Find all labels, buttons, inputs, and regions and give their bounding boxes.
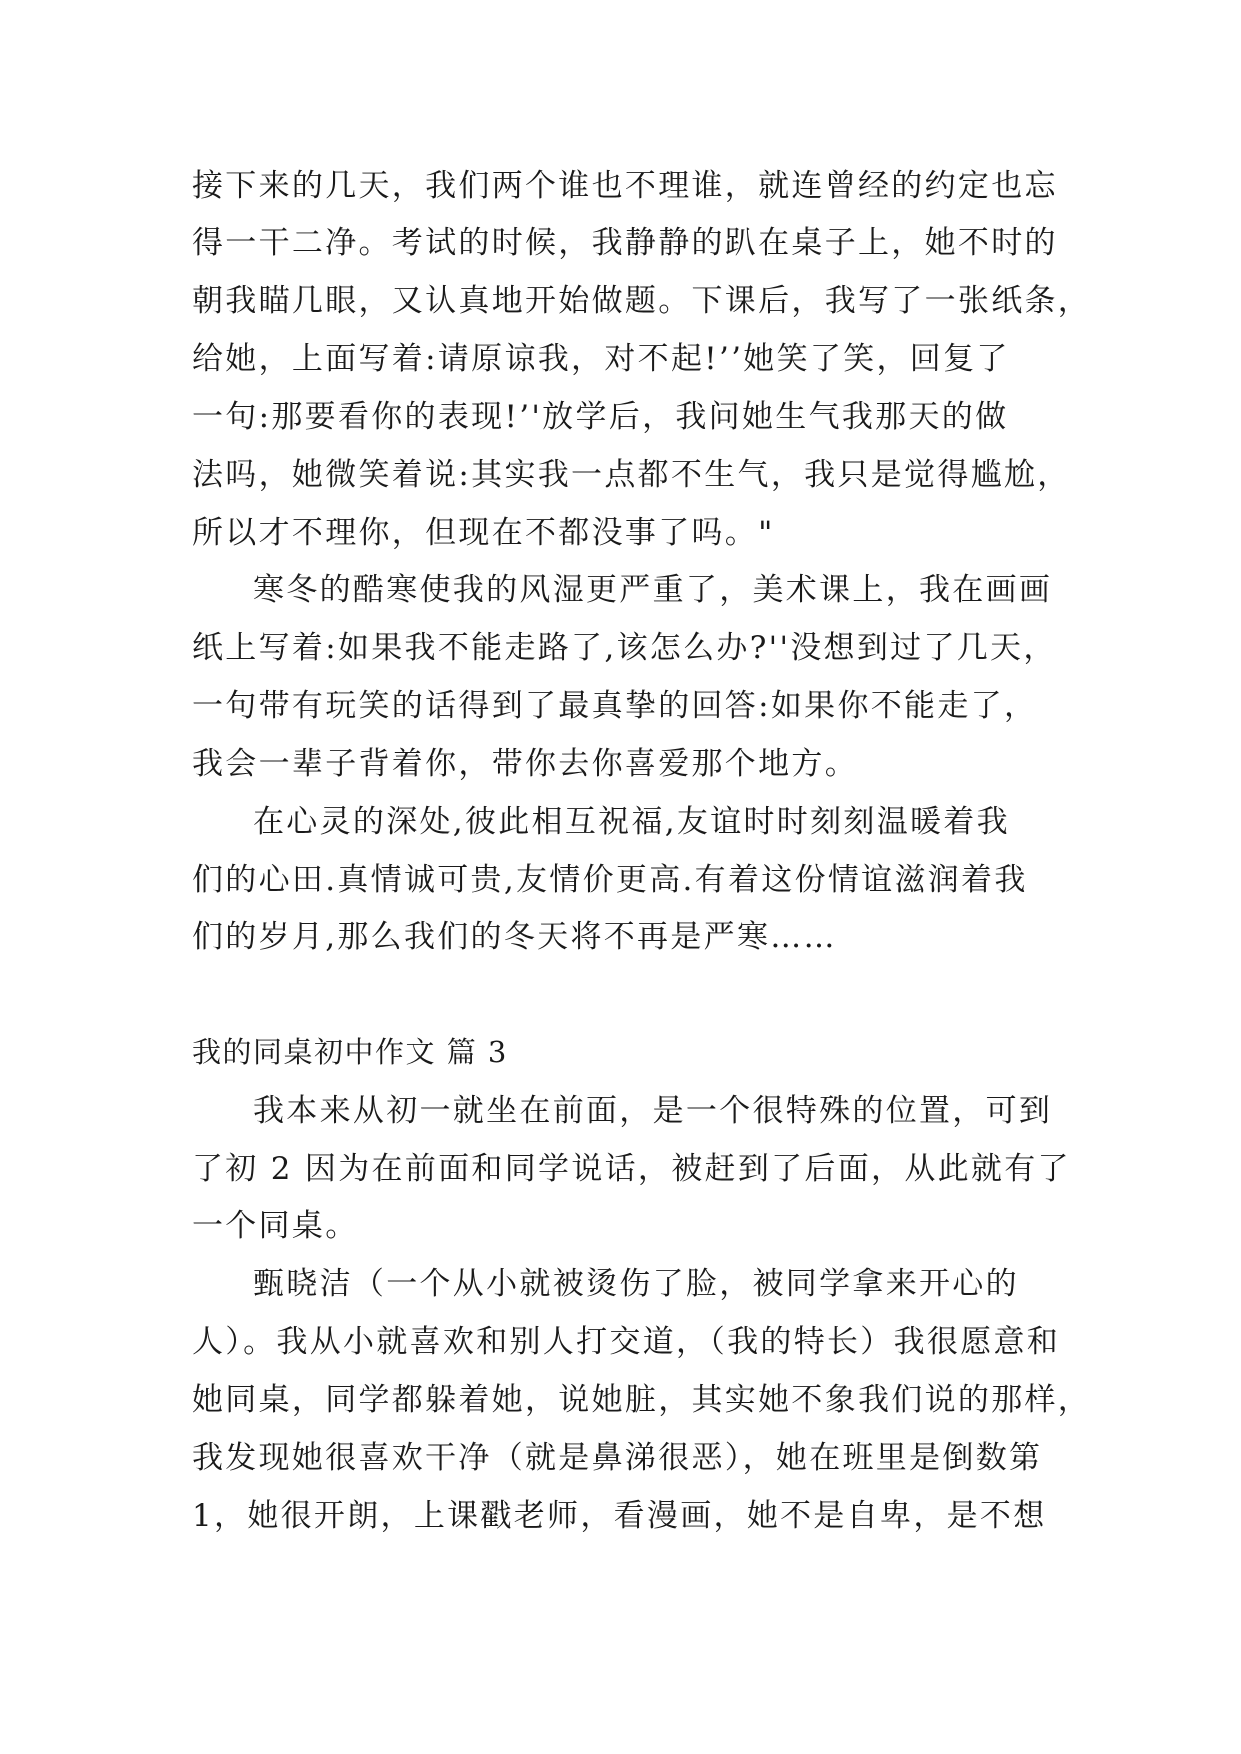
paragraph-1-line-1: 接下来的几天，我们两个谁也不理谁，就连曾经的约定也忘 xyxy=(192,168,1058,204)
paragraph-4-line-3: 一个同桌。 xyxy=(192,1208,359,1244)
paragraph-5-line-5: 1，她很开朗，上课戳老师，看漫画，她不是自卑，是不想 xyxy=(192,1498,1047,1534)
paragraph-1-line-4: 给她，上面写着:请原谅我，对不起!’’她笑了笑，回复了 xyxy=(192,341,1010,377)
paragraph-5-line-4: 我发现她很喜欢干净（就是鼻涕很恶），她在班里是倒数第 xyxy=(192,1440,1043,1476)
paragraph-3-line-1: 在心灵的深处,彼此相互祝福,友谊时时刻刻温暖着我 xyxy=(253,804,1010,840)
paragraph-1-line-3: 朝我瞄几眼，又认真地开始做题。下课后，我写了一张纸条， xyxy=(192,283,1092,319)
paragraph-1-line-7: 所以才不理你，但现在不都没事了吗。" xyxy=(192,515,775,551)
paragraph-3-line-3: 们的岁月,那么我们的冬天将不再是严寒…… xyxy=(192,919,837,955)
paragraph-3-line-2: 们的心田.真情诚可贵,友情价更高.有着这份情谊滋润着我 xyxy=(192,862,1028,898)
paragraph-1-line-2: 得一干二净。考试的时候，我静静的趴在桌子上，她不时的 xyxy=(192,225,1058,261)
paragraph-2-line-1: 寒冬的酷寒使我的风湿更严重了，美术课上，我在画画 xyxy=(253,572,1053,608)
paragraph-2-line-3: 一句带有玩笑的话得到了最真挚的回答:如果你不能走了， xyxy=(192,688,1038,724)
paragraph-2-line-4: 我会一辈子背着你，带你去你喜爱那个地方。 xyxy=(192,746,858,782)
paragraph-5-line-3: 她同桌，同学都躲着她，说她脏，其实她不象我们说的那样， xyxy=(192,1382,1092,1418)
paragraph-1-line-5: 一句:那要看你的表现!’'放学后，我问她生气我那天的做 xyxy=(192,399,1009,435)
paragraph-5-line-1: 甄晓洁（一个从小就被烫伤了脸，被同学拿来开心的 xyxy=(253,1266,1019,1302)
paragraph-2-line-2: 纸上写着:如果我不能走路了,该怎么办?''没想到过了几天， xyxy=(192,630,1057,666)
paragraph-4-line-1: 我本来从初一就坐在前面，是一个很特殊的位置，可到 xyxy=(253,1093,1053,1129)
paragraph-4-line-2: 了初 2 因为在前面和同学说话，被赶到了后面，从此就有了 xyxy=(192,1151,1071,1187)
paragraph-1-line-6: 法吗，她微笑着说:其实我一点都不生气，我只是觉得尴尬， xyxy=(192,457,1071,493)
section-heading: 我的同桌初中作文 篇 3 xyxy=(192,1035,508,1069)
paragraph-5-line-2: 人）。我从小就喜欢和别人打交道，（我的特长）我很愿意和 xyxy=(192,1324,1061,1360)
